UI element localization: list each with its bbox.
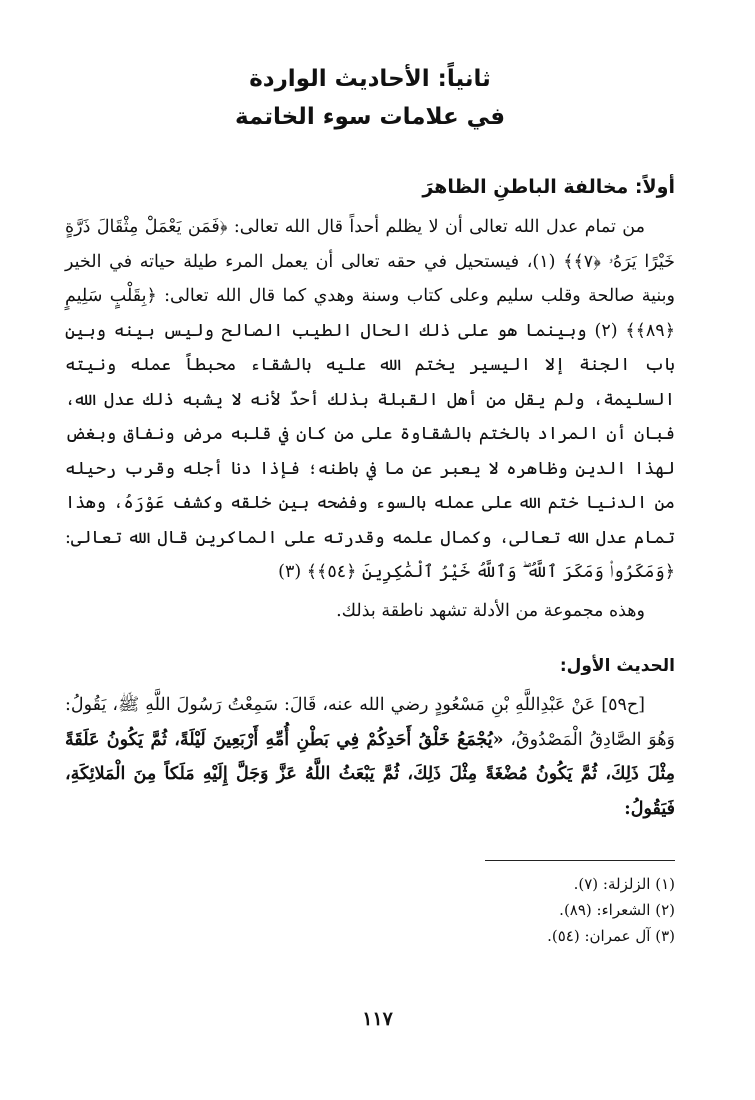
footnotes-list xyxy=(65,871,675,949)
hadith-heading: الحديث الأول: xyxy=(559,656,675,676)
summary-line: وهذه مجموعة من الأدلة تشهد ناطقة بذلك. xyxy=(336,600,645,621)
hadith-narration: [ح٥٩] عَنْ عَبْدِاللَّهِ بْنِ مَسْعُودٍ رضي الله عنه، قَالَ: سَمِعْتُ رَسُولَ اللَّهِ ﷺ، يَقُولُ: وَهُوَ الصَّادِقُ الْمَصْدُوقُ، xyxy=(65,695,675,750)
section-heading: أولاً: مخالفة الباطنِ الظاهرَ xyxy=(422,176,675,198)
footnote-3: (٣) آل عمران: (٥٤). xyxy=(547,927,675,945)
body-paragraph: من تمام عدل الله تعالى أن لا يظلم أحداً قال الله تعالى: ﴿فَمَن يَعْمَلْ مِثْقَالَ ذَرَّةٍ خَيْرًا يَرَهُۥ ﴿٧﴾﴾ (١)، فيستحيل في حقه تعالى أن يعمل المرء طيلة حياته في الخير وبنية صالحة وقلب سليم وعلى كتاب وسنة وهدي كما قال الله تعالى: ﴿بِقَلْبٍ سَلِيمٍ ﴿٨٩﴾﴾ (٢) وبينما هو على ذلك الحال الطيب الصالح وليس بينه وبين باب الجنة إلا اليسير يختم الله عليه بالشقاء محبطاً عمله ونيته السليمة، ولم يقل من أهل القبلة بذلك أحدٌ لأنه لا يشبه ذلك عدل الله، فبان أن المراد بالختم بالشقاوة على من كان في قلبه مرض ونفاق وبغض لهذا الدين وظاهره لا يعبر عن ما في باطنه؛ فإذا دنا أجله وقرب رحيله من الدنيا ختم الله على عمله بالسوء وفضحه بين خلقه وكشف عَوْرَهُ، وهذا تمام عدل الله تعالى، وكمال علمه وقدرته على الماكرين قال الله تعالى: ﴿وَمَكَرُوا۟ وَمَكَرَ ٱللَّهُ ۖ وَٱللَّهُ خَيْرُ ٱلْمَٰكِرِينَ ﴿٥٤﴾﴾ (٣) xyxy=(65,217,675,582)
page-number: ١١٧ xyxy=(362,1008,393,1030)
hadith-text: «يُجْمَعُ خَلْقُ أَحَدِكُمْ فِي بَطْنِ أُمِّهِ أَرْبَعِينَ لَيْلَةً، ثُمَّ يَكُونُ عَلَقَةً مِثْلَ ذَلِكَ، ثُمَّ يَكُونُ مُضْغَةً مِثْلَ ذَلِكَ، ثُمَّ يَبْعَثُ اللَّهُ عَزَّ وَجَلَّ إِلَيْهِ مَلَكاً مِنَ الْمَلائِكَةِ، فَيَقُولُ: xyxy=(65,729,675,819)
page-title xyxy=(65,60,675,136)
footnote-2: (٢) الشعراء: (٨٩). xyxy=(559,901,675,919)
title-line-2: في علامات سوء الخاتمة xyxy=(234,104,506,130)
footnote-1: (١) الزلزلة: (٧). xyxy=(573,875,675,893)
title-line-1: ثانياً: الأحاديث الواردة xyxy=(249,66,491,92)
footnote-divider xyxy=(485,860,675,861)
hadith-paragraph xyxy=(65,688,675,826)
